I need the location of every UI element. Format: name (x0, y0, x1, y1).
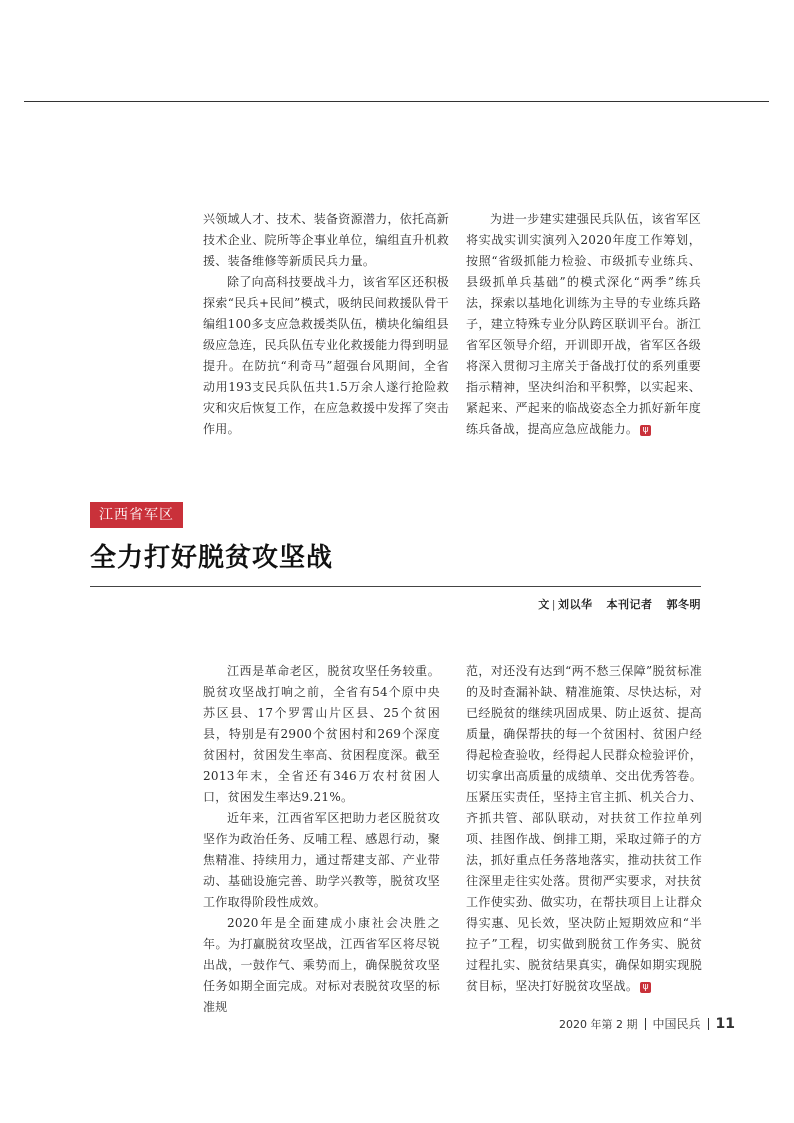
paragraph: 2020年是全面建成小康社会决胜之年。为打赢脱贫攻坚战，江西省军区将尽锐出战，一鼓作气、乘势而上，确保脱贫攻坚任务如期全面完成。对标对表脱贫攻坚的标准规 (203, 916, 440, 1014)
section-tag: 江西省军区 (90, 502, 183, 528)
byline (538, 596, 701, 612)
paragraph: 江西是革命老区，脱贫攻坚任务较重。脱贫攻坚战打响之前，全省有54个原中央苏区县、17个罗霄山片区县、25个贫困县，特别是有2900个贫困村和269个深度贫困村，贫困发生率高、贫困程度深。截至2013年末，全省还有346万农村贫困人口，贫困发生率达9.21%。 (203, 664, 440, 804)
issue-label: 2020 年第 2 期 (559, 1017, 638, 1031)
paragraph: 兴领域人才、技术、装备资源潜力，依托高新技术企业、院所等企事业单位，编组直升机救援、装备维修等新质民兵力量。 (203, 212, 450, 268)
byline-separator: | (551, 598, 556, 611)
article-left-column (203, 661, 440, 1018)
top-rule (24, 101, 769, 102)
headline: 全力打好脱贫攻坚战 (90, 543, 334, 573)
byline-role: 本刊记者 (606, 598, 653, 611)
paragraph-text: 为进一步建实建强民兵队伍，该省军区将实战实训实演列入2020年度工作筹划，按照“省级抓能力检验、市级抓专业练兵、县级抓单兵基础”的模式深化“两季”练兵法，探索以基地化训练为主导的专业练兵路子，建立特殊专业分队跨区联训平台。浙江省军区领导介绍，开训即开战，省军区各级将深入贯彻习主席关于备战打仗的系列重要指示精神，坚决纠治和平积弊，以实起来、紧起来、严起来的临战姿态全力抓好新年度练兵备战，提高应急应战能力。 (466, 212, 701, 436)
footer-divider (708, 1018, 709, 1030)
publication-name: 中国民兵 (652, 1017, 701, 1031)
paragraph: 近年来，江西省军区把助力老区脱贫攻坚作为政治任务、反哺工程、感恩行动，聚焦精准、持续用力，通过帮建支部、产业带动、基础设施完善、助学兴教等，脱贫攻坚工作取得阶段性成效。 (203, 811, 440, 909)
page-number: 11 (715, 1015, 735, 1032)
paragraph-text: 范，对还没有达到“两不愁三保障”脱贫标准的及时查漏补缺、精准施策、尽快达标，对已经脱贫的继续巩固成果、防止返贫、提高质量，确保帮扶的每一个贫困村、贫困户经得起检查验收，经得起人民群众检验评价，切实拿出高质量的成绩单、交出优秀答卷。压紧压实责任，坚持主官主抓、机关合力、齐抓共管、部队联动，对扶贫工作拉单列项、挂图作战、倒排工期，采取过筛子的方法，抓好重点任务落地落实，推动扶贫工作往深里走往实处落。贯彻严实要求，对扶贫工作使实劲、做实功，在帮扶项目上让群众得实惠、见长效，坚决防止短期效应和“半拉子”工程，切实做到脱贫工作务实、脱贫过程扎实、脱贫结果真实，确保如期实现脱贫目标，坚决打好脱贫攻坚战。 (466, 664, 702, 993)
paragraph: 除了向高科技要战斗力，该省军区还积极探索“民兵+民间”模式，吸纳民间救援队骨干编组100多支应急救援类队伍，横块化编组县级应急连，民兵队伍专业化救援能力得到明显提升。在防抗“利奇马”超强台风期间，全省动用193支民兵队伍共1.5万余人遂行抢险救灾和灾后恢复工作，在应急救援中发挥了突击作用。 (203, 275, 450, 436)
byline-author: 郭冬明 (666, 598, 701, 611)
top-right-column (466, 209, 701, 440)
end-mark-icon: ψ (640, 982, 651, 993)
article-right-column (466, 661, 702, 997)
end-mark-icon: ψ (640, 425, 651, 436)
paragraph (466, 209, 701, 440)
headline-rule (90, 586, 701, 587)
footer-divider (645, 1018, 646, 1030)
page-footer (559, 1015, 735, 1032)
top-left-column (203, 209, 449, 440)
byline-author: 刘以华 (558, 598, 593, 611)
paragraph (466, 661, 702, 997)
byline-prefix: 文 (538, 598, 550, 611)
